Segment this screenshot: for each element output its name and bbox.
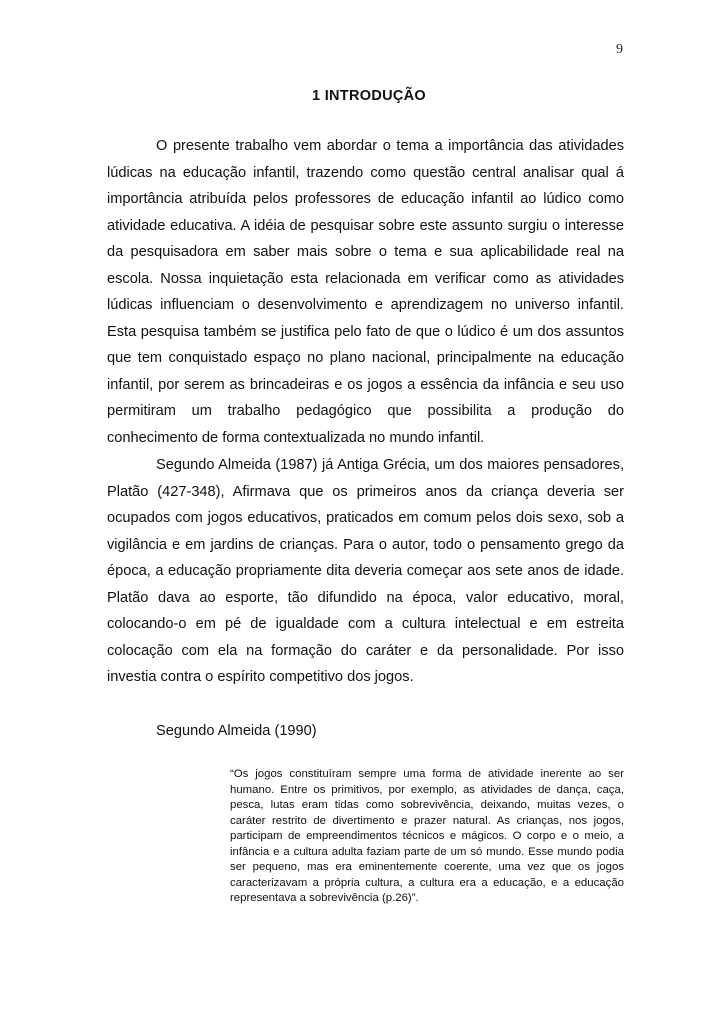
block-quote: “Os jogos constituíram sempre uma forma de atividade inerente ao ser humano. Entre os primitivos, por exemplo, as atividades de dança, caça, pesca, lutas eram tidas como sobrevivência, deixando, muitas vezes, o caráter restrito de divertimento e prazer natural. As crianças, nos jogos, participam de empreendimentos técnicos e mágicos. O corpo e o meio, a infância e a cultura adulta faziam parte de um só mundo. Esse mundo podia ser pequeno, mas era eminentemente coerente, uma vez que os jogos caracterizavam a própria cultura, a cultura era a educação, e a educação representava a sobrevivência (p.26)”. <box>230 768 624 904</box>
paragraph-plato: Segundo Almeida (1987) já Antiga Grécia, um dos maiores pensadores, Platão (427-348), Afirmava que os primeiros anos da criança deveria ser ocupados com jogos educativos, praticados em comum pelos dois sexo, sob a vigilância e em jardins de crianças. Para o autor, todo o pensamento grego da época, a educação propriamente dita deveria começar aos sete anos de idade. Platão dava ao esporte, tão difundido na época, valor educativo, moral, colocando-o em pé de igualdade com a cultura intelectual e em estreita colocação com ela na formação do caráter e da personalidade. Por isso investia contra o espírito competitivo dos jogos. <box>107 457 624 685</box>
page-number: 9 <box>616 42 623 57</box>
paragraph-citation-lead: Segundo Almeida (1990) <box>156 723 317 739</box>
chapter-title: 1 INTRODUÇÃO <box>312 88 426 104</box>
paragraph-introduction: O presente trabalho vem abordar o tema a importância das atividades lúdicas na educação infantil, trazendo como questão central analisar qual á importância atribuída pelos professores de educação infantil ao lúdico como atividade educativa. A idéia de pesquisar sobre este assunto surgiu o interesse da pesquisadora em saber mais sobre o tema e sua aplicabilidade real na escola. Nossa inquietação esta relacionada em verificar como as atividades lúdicas influenciam o desenvolvimento e aprendizagem no universo infantil. Esta pesquisa também se justifica pelo fato de que o lúdico é um dos assuntos que tem conquistado espaço no plano nacional, principalmente na educação infantil, por serem as brincadeiras e os jogos a essência da infância e seu uso permitiram um trabalho pedagógico que possibilita a produção do conhecimento de forma contextualizada no mundo infantil. <box>107 138 624 446</box>
